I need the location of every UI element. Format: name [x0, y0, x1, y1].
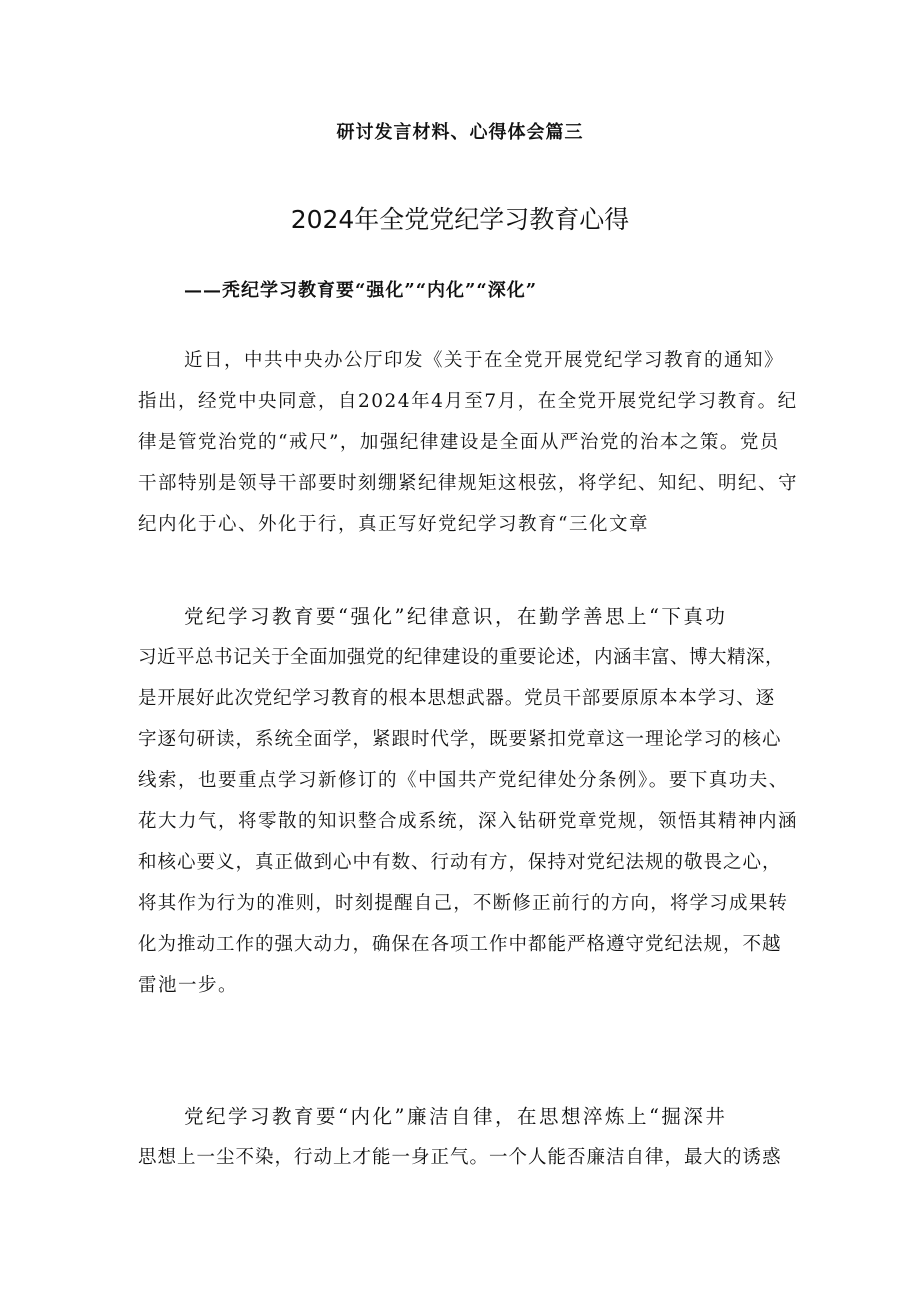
paragraph-internalize [138, 1096, 798, 1178]
paragraph-line: 律是管党治党的“戒尺”，加强纪律建设是全面从严治党的治本之策。党员 [138, 432, 780, 453]
paragraph-line: 和核心要义，真正做到心中有数、行动有方，保持对党纪法规的敬畏之心， [138, 852, 782, 873]
document-subtitle: ——秃纪学习教育要“强化”“内化”“深化” [184, 280, 538, 301]
paragraph-intro [138, 340, 798, 545]
paragraph-line: 是开展好此次党纪学习教育的根本思想武器。党员干部要原原本本学习、逐 [138, 688, 775, 709]
document-title: 2024年全党党纪学习教育心得 [290, 205, 630, 234]
paragraph-line: 思想上一尘不染，行动上才能一身正气。一个人能否廉洁自律，最大的诱惑 [138, 1147, 782, 1168]
paragraph-line: 线索，也要重点学习新修订的《中国共产党纪律处分条例》。要下真功夫、 [138, 770, 789, 791]
section-label: 研讨发言材料、心得体会篇三 [336, 122, 584, 143]
paragraph-strengthen [138, 596, 798, 1006]
paragraph-line: 化为推动工作的强大动力，确保在各项工作中都能严格遵守党纪法规，不越 [138, 934, 782, 955]
paragraph-line: 雷池一步。 [138, 975, 239, 996]
paragraph-line: 指出，经党中央同意，自2024年4月至7月，在全党开展党纪学习教育。纪 [138, 391, 798, 412]
paragraph-line: 习近平总书记关于全面加强党的纪律建设的重要论述，内涵丰富、博大精深， [138, 647, 785, 668]
paragraph-line: 花大力气，将零散的知识整合成系统，深入钻研党章党规，领悟其精神内涵 [138, 811, 798, 832]
paragraph-heading-line: 党纪学习教育要“强化”纪律意识，在勤学善思上“下真功 [184, 605, 728, 628]
paragraph-line: 字逐句研读，系统全面学，紧跟时代学，既要紧扣党章这一理论学习的核心 [138, 729, 782, 750]
paragraph-heading-line: 党纪学习教育要“内化”廉洁自律，在思想淬炼上“掘深井 [184, 1105, 728, 1128]
paragraph-line: 纪内化于心、外化于行，真正写好党纪学习教育“三化文章 [138, 514, 649, 535]
paragraph-line: 近日，中共中央办公厅印发《关于在全党开展党纪学习教育的通知》 [184, 350, 785, 371]
paragraph-line: 干部特别是领导干部要时刻绷紧纪律规矩这根弦，将学纪、知纪、明纪、守 [138, 473, 798, 494]
paragraph-line: 将其作为行为的准则，时刻提醒自己，不断修正前行的方向，将学习成果转 [138, 893, 789, 914]
